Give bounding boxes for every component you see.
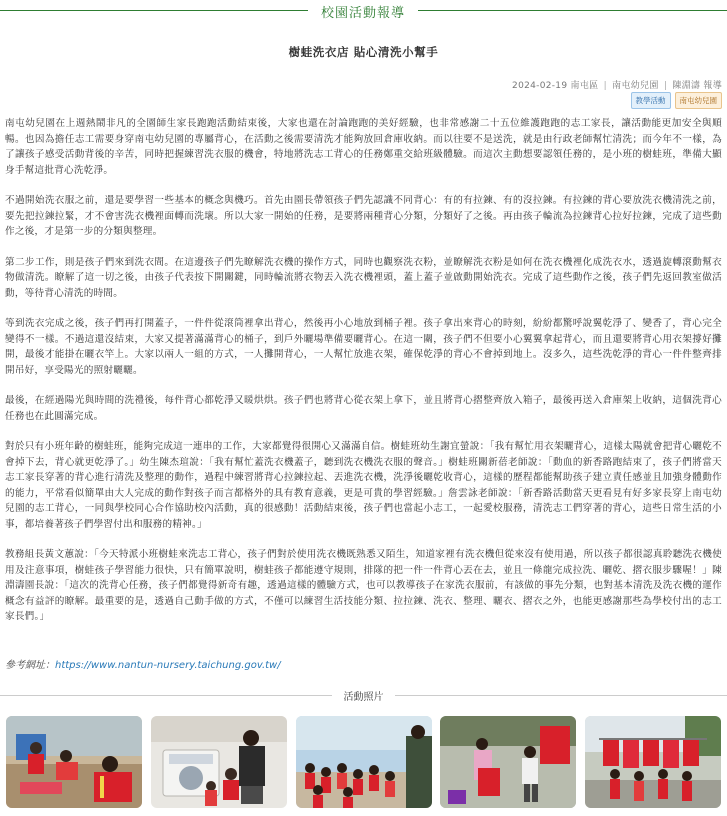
photo-4[interactable]: [440, 716, 576, 808]
photo-1-image: [6, 716, 142, 808]
paragraph: 教務組長黃文蕙說：「今天特派小班樹蛙來洗志工背心，孩子們對於使用洗衣機既熟悉又陌生，知道家裡有洗衣機但從來沒有使用過，所以孩子都很認真聆聽洗衣機使用及注意事項，樹蛙孩子學習能力很快，只有簡單說明，樹蛙孩子都能遵守規則，排隊的把一件一件背心丟在去，並且一條龍完成拉洗、曬乾、摺衣服步驟喔！」陳淵濤園長說：「這次的洗背心任務，孩子們都覺得新奇有趣，透過這樣的體驗方式，也可以教導孩子在家洗衣服前，有該做的事先分類，也對基本清洗及洗衣機的運作概念有益評的瞭解。最重要的是，透過自己動手做的方式，不僅可以練習生活技能分類、拉拉鍊、洗衣、整理、曬衣、摺衣之外，也能更感謝那些為學校付出的志工家長們。」: [5, 549, 722, 622]
meta-district: 南屯區: [570, 81, 599, 91]
photo-2-image: [151, 716, 287, 808]
meta-date: 2024-02-19: [512, 81, 568, 91]
photo-gallery: [6, 716, 721, 808]
paragraph: 第二步工作，則是孩子們來到洗衣間。在這邊孩子們先瞭解洗衣機的操作方式，同時也觀察洗衣粉，並瞭解洗衣粉是如何在洗衣機裡化成洗衣水，透過旋轉滾動幫衣物做清洗。瞭解了這一切之後，由孩子代表按下開關鍵，同時輪流將衣物丟入洗衣機裡頭，蓋上蓋子並啟動開始洗衣。完成了這些動作之後，孩子們先返回教室做活動，等待背心清洗的時間。: [5, 256, 722, 299]
tag-teaching-activity[interactable]: 教學活動: [631, 92, 671, 109]
header-divider-right: [418, 10, 727, 11]
paragraph: 最後，在經過陽光與時間的洗禮後，每件背心都乾淨又暖烘烘。孩子們也將背心從衣架上拿下，並且將背心摺整齊放入箱子，最後再送入倉庫架上收納，這個洗背心任務也在此圓滿完成。: [5, 395, 722, 422]
photos-header: [0, 686, 727, 706]
photos-title: 活動照片: [343, 692, 384, 703]
photos-divider-left: [0, 695, 332, 696]
paragraph: 南屯幼兒園在上週熱鬧非凡的全園師生家長跑跑活動結束後，大家也還在討論跑跑的美好經驗，也非常感謝二十五位維護跑跑的志工家長，讓活動能更加安全與順暢。也因為擔任志工需要身穿南屯幼兒園的專屬背心，在活動之後需要清洗才能夠放回倉庫收納。而以往要不是送洗，就是由行政老師幫忙清洗；而今年不一樣，為了讓孩子感受活動背後的辛苦，同時把握練習洗衣服的機會，特地將洗志工背心的任務鄭重交給班級體驗。而這次主動想要認領任務的，是小班的樹蛙班，準備大顯身手幫這批背心洗乾淨。: [5, 118, 722, 176]
photo-3-image: [296, 716, 432, 808]
tag-list: [631, 92, 723, 109]
photo-3[interactable]: [296, 716, 432, 808]
reference-link[interactable]: https://www.nantun-nursery.taichung.gov.tw/: [55, 660, 281, 671]
photo-1[interactable]: [6, 716, 142, 808]
reference-label: 參考網址：: [5, 660, 55, 671]
article-body: [5, 116, 722, 640]
header-divider-left: [0, 10, 308, 11]
article-title: 樹蛙洗衣店 貼心清洗小幫手: [288, 45, 439, 59]
photo-2[interactable]: [151, 716, 287, 808]
meta-school: 南屯幼兒園: [612, 81, 659, 91]
paragraph: 等到洗衣完成之後，孩子們再打開蓋子，一件件從滾筒裡拿出背心，然後再小心地放到桶子裡。孩子拿出來背心的時刻，紛紛都驚呼說翼乾淨了、變香了，背心完全變得不一樣。不過這還沒結束，大家又提著滿滿背心的桶子，到戶外曬場準備要曬背心。在這一關，孩子們不但要小心翼翼拿起背心，而且還要將背心用衣架撐好攤開，最後才能掛在曬衣竿上。大家以兩人一組的方式，一人攤開背心，一人幫忙放進衣架，確保乾淨的背心不會掉到地上。沒多久，這些洗乾淨的背心一件件整齊排開吊好，享受陽光的照射曬曬。: [5, 318, 722, 376]
tag-school[interactable]: 南屯幼兒園: [675, 92, 723, 109]
article-meta: 2024-02-19 南屯區 | 南屯幼兒園 | 陳淵濤 報導: [512, 81, 722, 91]
photos-divider-right: [395, 695, 727, 696]
photo-5-image: [585, 716, 721, 808]
paragraph: 對於只有小班年齡的樹蛙班，能夠完成這一連串的工作，大家都覺得很開心又滿滿自信。樹蛙班幼生謝宜螢說：「我有幫忙用衣架曬背心，這樣太陽就會把背心曬乾不會掉下去，背心就更乾淨了。」幼生陳杰瑄說：「我有幫忙蓋洗衣機蓋子，聽到洗衣機洗衣服的聲音。」樹蛙班關新蓓老師說：「動血的新香路跑結束了，孩子們將當天志工家長穿著的背心進行清洗及整理的動作，過程中練習將背心拉鍊拉起、丟進洗衣機，洗淨後曬乾收背心，這樣的歷程都能幫助孩子建立責任感並且加強身體動作的能力，平常看似簡單由大人完成的動作對孩子而言都格外的具有教育意義，更是可貴的學習經驗。」詹雲詠老師說：「新香路活動當天更看見有好多家長穿上南屯幼兒園的志工背心，一同與學校同心合作協助校內活動，真的很感動！活動結束後，孩子們也當起小志工，一起愛校服務，清洗志工們穿著的背心，這些日常生活的小事，都培養著孩子們學習付出和服務的精神。」: [5, 441, 722, 530]
section-header: [0, 0, 727, 22]
paragraph: 不過開始洗衣服之前，還是要學習一些基本的概念與機巧。首先由園長帶領孩子們先認識不同背心：有的有拉鍊、有的沒拉鍊。有拉鍊的背心要放洗衣機清洗之前，要先把拉鍊拉緊，才不會害洗衣機裡面轉而洗壞。所以大家一開始的任務，是要將兩種背心分類，分類好了之後。再由孩子輪流為拉鍊背心拉好拉鍊，完成了這些動作之後，才是第一步的分類與整理。: [5, 195, 722, 237]
photo-5[interactable]: [585, 716, 721, 808]
photo-4-image: [440, 716, 576, 808]
meta-author: 陳淵濤 報導: [672, 81, 722, 91]
section-title: 校園活動報導: [320, 6, 405, 21]
reference-line: [5, 656, 281, 671]
